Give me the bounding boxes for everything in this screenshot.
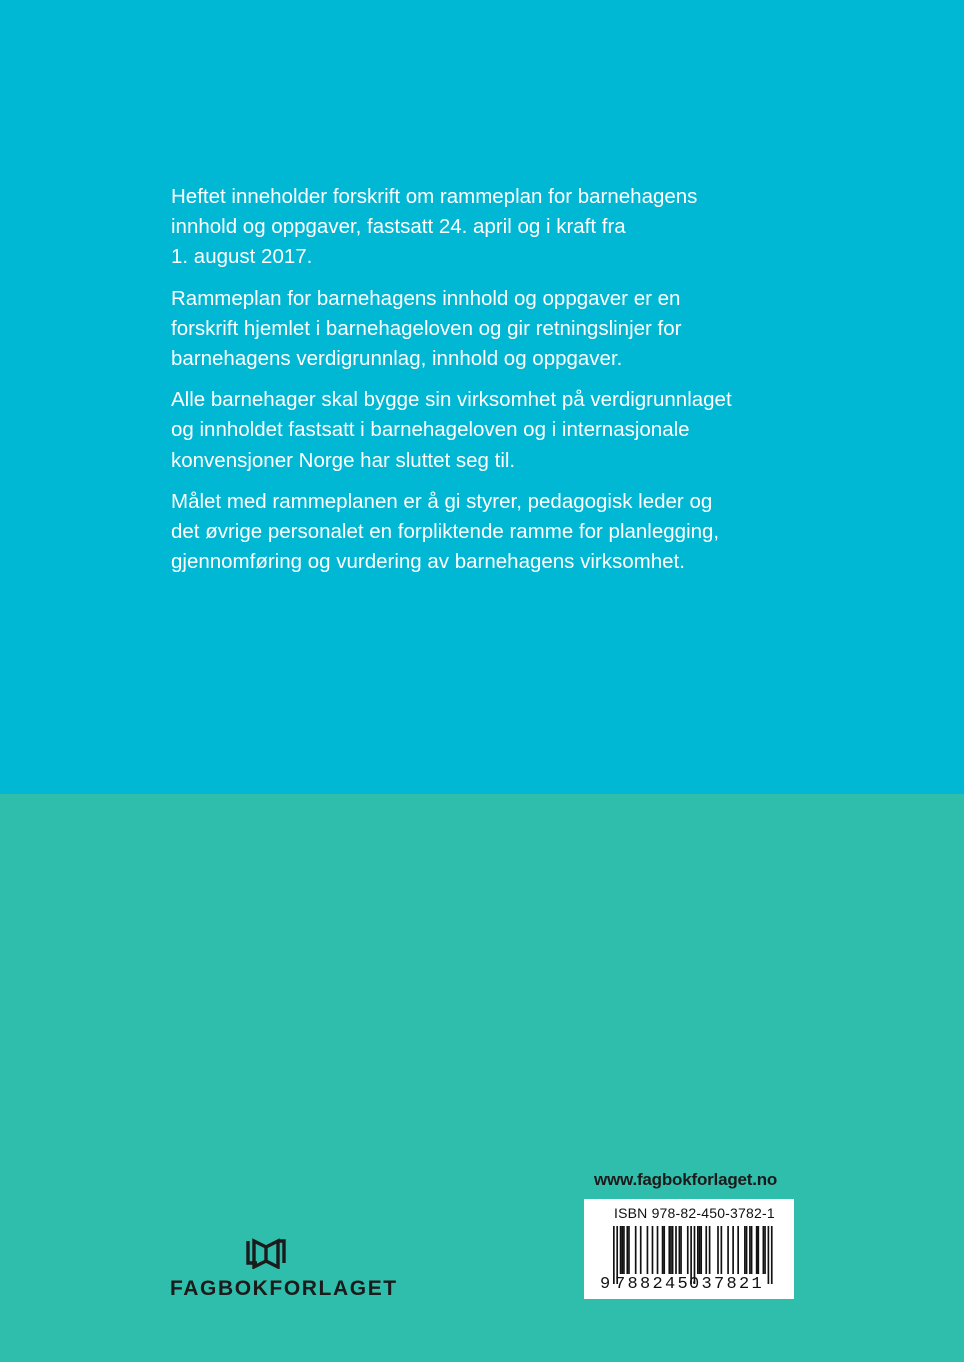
barcode-bar [721,1226,723,1274]
barcode-bar [732,1226,734,1274]
barcode-bar [647,1226,649,1274]
paragraph-goal: Målet med rammeplanen er å gi styrer, pedagogisk leder og det øvrige personalet en forpliktende ramme for planlegging, gjennomføring og vurdering av barnehagens virksomhet. [171,489,720,574]
barcode-bar [663,1226,665,1274]
barcode-bar [771,1226,773,1284]
barcode-bar [727,1226,729,1274]
barcode-bar [700,1226,702,1274]
isbn-barcode [584,1199,794,1299]
barcode-bar [751,1226,753,1274]
barcode-bar [621,1226,623,1274]
barcode-bar [705,1226,707,1274]
barcode-first-digit: 9 [600,1275,611,1294]
bottom-teal-panel [0,794,964,1362]
paragraph-values: Alle barnehager skal bygge sin virksomhet på verdigrunnlaget og innholdet fastsatt i barnehageloven og i internasjonale konvensjoner Norge har sluttet seg til. [171,388,732,472]
barcode-bar [746,1226,748,1274]
barcode-bar [757,1226,759,1274]
barcode-bar [699,1226,701,1274]
back-cover-text [171,182,811,588]
barcode-bar [697,1226,699,1274]
barcode-bar [756,1226,758,1274]
barcode-left-digits: 788245 [615,1275,691,1294]
publisher-website: www.fagbokforlaget.no [594,1170,778,1189]
open-book-logo-icon [246,1237,286,1269]
barcode-bar [763,1226,765,1274]
isbn-label: ISBN 978-82-450-3782-1 [614,1205,775,1221]
barcode-bar [657,1226,659,1274]
barcode-bar [668,1226,670,1274]
barcode-bar [744,1226,746,1274]
paragraph-intro: Heftet inneholder forskrift om rammeplan for barnehagens innhold og oppgaver, fastsatt 24. april og i kraft fra 1. august 2017. [171,185,698,269]
barcode-bar [652,1226,654,1274]
barcode-bar [680,1226,682,1274]
barcode-bar [737,1226,739,1274]
barcode-bar [768,1226,770,1284]
barcode-bar [623,1226,625,1274]
barcode-bar [620,1226,622,1274]
barcode-bar [709,1226,711,1274]
barcode-bar [717,1226,719,1274]
barcode-bar [662,1226,664,1274]
barcode-bar [749,1226,751,1274]
barcode-bar [628,1226,630,1274]
barcode-bar [672,1226,674,1274]
barcode-bar [679,1226,681,1274]
barcode-bar [764,1226,766,1274]
publisher-logo-wordmark: FAGBOKFORLAGET [170,1277,398,1300]
barcode-bar [670,1226,672,1274]
barcode-bar [687,1226,689,1274]
barcode-bar [640,1226,642,1274]
barcode-bar [626,1226,628,1274]
barcode-bar [635,1226,637,1274]
paragraph-regulation: Rammeplan for barnehagens innhold og oppgaver er en forskrift hjemlet i barnehageloven og gir retningslinjer for barnehagens verdigrunnlag, innhold og oppgaver. [171,286,682,371]
barcode-bar [675,1226,677,1274]
barcode-right-digits: 037821 [689,1275,765,1294]
